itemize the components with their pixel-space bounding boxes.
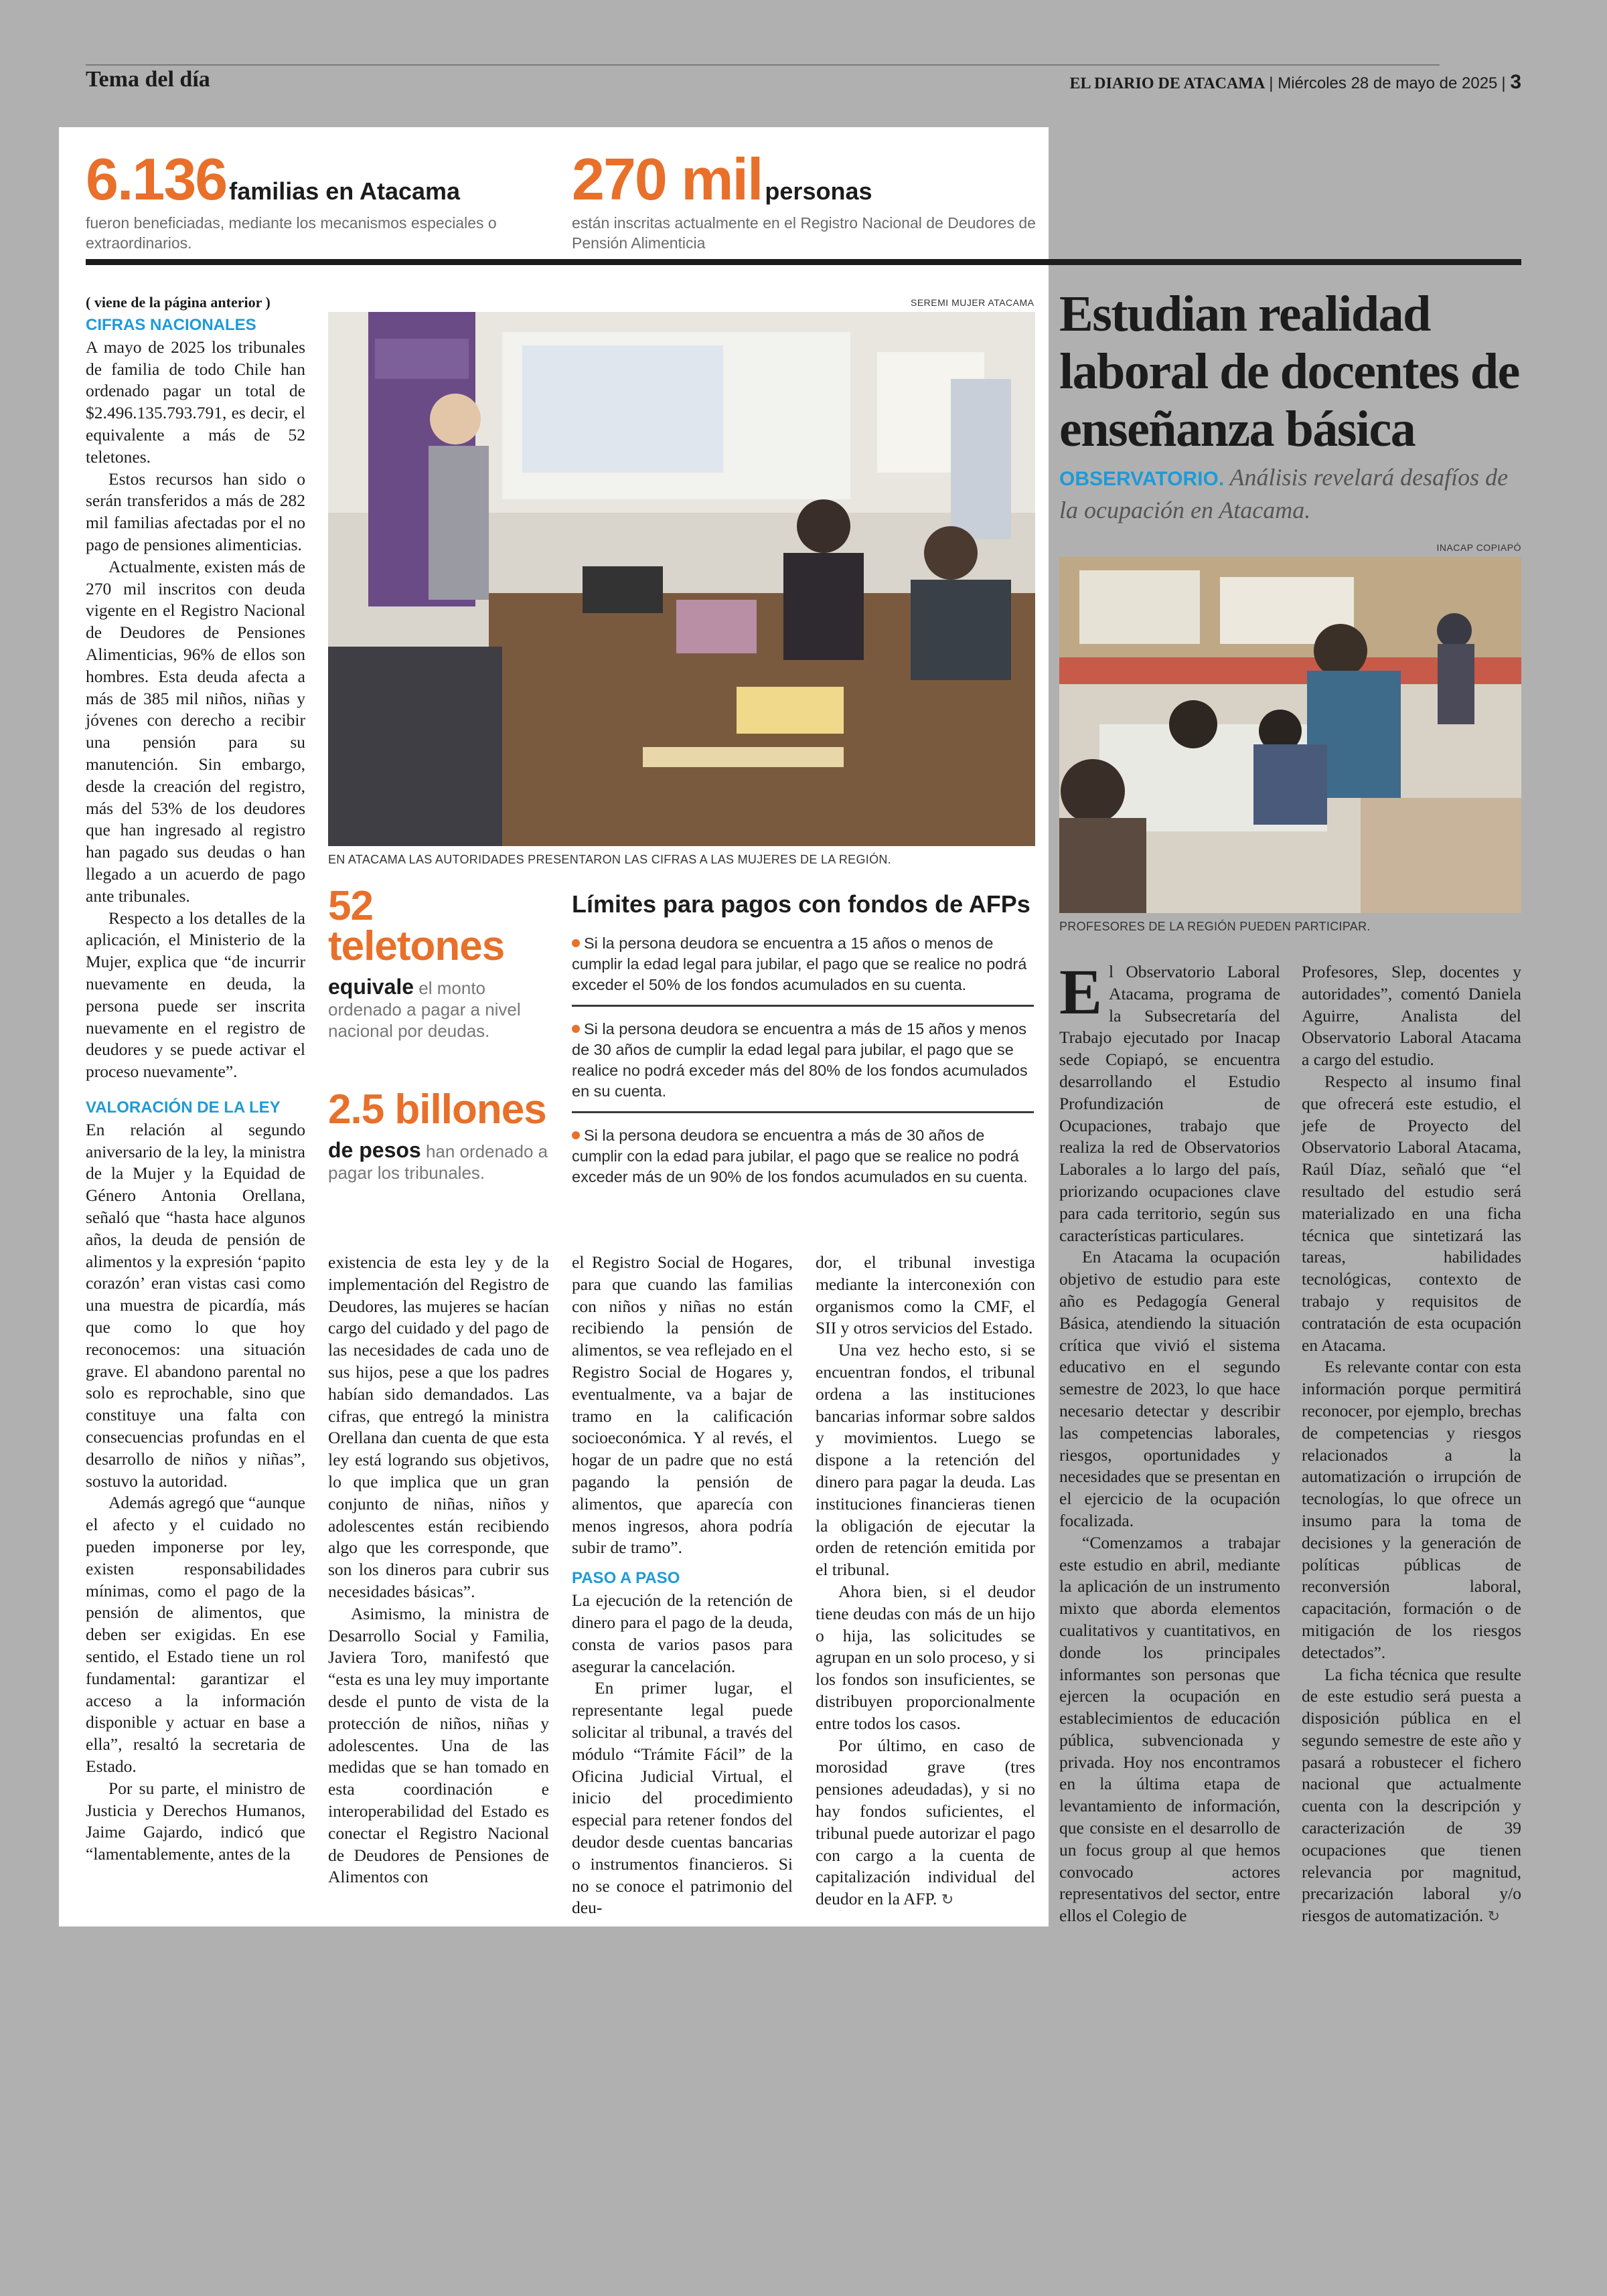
end-mark-icon: ↻ — [1487, 1908, 1501, 1926]
paper-name: EL DIARIO DE ATACAMA — [1069, 75, 1266, 92]
classroom-photo-image — [1059, 557, 1521, 913]
bullet-dot — [572, 1025, 580, 1033]
masthead: EL DIARIO DE ATACAMA | Miércoles 28 de mayo de 2025 | 3 — [1069, 71, 1521, 93]
photo-caption: EN ATACAMA LAS AUTORIDADES PRESENTARON LAS CIFRAS A LAS MUJERES DE LA REGIÓN. — [328, 853, 891, 866]
kicker-step-by-step: PASO A PASO — [572, 1569, 680, 1588]
classroom-photo — [1059, 557, 1521, 913]
paragraph: Asimismo, la ministra de Desarrollo Social y Familia, Javiera Toro, manifestó que “esta es una ley muy importante desde el punto de vista de la protección de niños, niñas y adolescentes. Una de las medidas que se han tomado en esta coordinación e interoperabilidad del Estado es conectar el Registro Nacional de Deudores de Pensiones de Alimentos con — [328, 1603, 549, 1887]
photo-caption: PROFESORES DE LA REGIÓN PUEDEN PARTICIPAR. — [1059, 920, 1371, 933]
info-number: 52 teletones — [328, 883, 505, 969]
afp-limit-item: Si la persona deudora se encuentra a 15 años o menos de cumplir la edad legal para jubilar, el pago que se realice no podrá exceder el 50% de los fondos acumulados en su cuenta. — [572, 934, 1027, 993]
right-deck — [1059, 462, 1528, 525]
kicker-national-figures: CIFRAS NACIONALES — [86, 315, 256, 334]
header-rule — [86, 64, 1440, 66]
info-teletones — [328, 883, 549, 1042]
photo-credit: INACAP COPIAPÓ — [1436, 542, 1521, 553]
paragraph: La ficha técnica que resulte de este estudio será puesta a disposición pública en el segundo semestre de este año y pasará a robustecer el fichero nacional que actualmente cuenta con la descripción y caracterización de 39 ocupaciones que tienen relevancia por magnitud, precarización laboral y/o riesgos de automatización. ↻ — [1302, 1664, 1521, 1926]
paragraph: Estos recursos han sido o serán transferidos a más de 282 mil familias afectadas por el no pago de pensiones alimenticias. — [86, 469, 305, 554]
stat-number: 270 mil — [572, 146, 763, 212]
meeting-photo-image — [328, 312, 1035, 846]
issue-date: Miércoles 28 de mayo de 2025 — [1278, 74, 1498, 92]
paragraph: Respecto al insumo final que ofrecerá este estudio, el jefe de Proyecto del Observatorio Laboral Atacama, Raúl Díaz, señaló que “el resultado del estudio será materializado en una ficha técnica que sintetizará las tareas, habilidades tecnológicas, contexto de trabajo y requisitos de contratación de esta ocupación en Atacama. — [1302, 1071, 1521, 1355]
stat-label: personas — [765, 177, 872, 205]
paragraph: En relación al segundo aniversario de la ley, la ministra de la Mujer y la Equidad de Género Antonia Orellana, señaló que “hasta hace algunos años, la deuda de pensión de alimentos y la expresión ‘papito corazón’ eran vistas casi como una muestra de picardía, más que como lo que hoy reconocemos: una situación grave. El abandono parental no solo es reprochable, sino que constituye una falta con consecuencias profundas en el desarrollo de niños y niñas”, sostuvo la autoridad. — [86, 1119, 305, 1491]
right-headline: Estudian realidad laboral de docentes de enseñanza básica — [1059, 286, 1519, 457]
paragraph: El Observatorio Laboral Atacama, programa de la Subsecretaría del Trabajo ejecutado por Inacap sede Copiapó, se encuentra desarrollando el Estudio Profundización de Ocupaciones, trabajo que realiza la red de Observatorios Laborales a lo largo del país, priorizando ocupaciones clave para cada territorio, según sus características particulares. — [1059, 956, 1280, 1245]
continued-note: ( viene de la página anterior ) — [86, 294, 271, 311]
photo-credit: SEREMI MUJER ATACAMA — [911, 297, 1035, 308]
stat-description: fueron beneficiadas, mediante los mecanismos especiales o extraordinarios. — [86, 214, 497, 252]
right-article-col1 — [1059, 956, 1280, 1927]
afp-limits-box — [572, 890, 1034, 1187]
stat-label: familias en Atacama — [229, 177, 461, 205]
left-article-col3 — [572, 1252, 793, 1919]
end-mark-icon: ↻ — [941, 1892, 954, 1909]
left-article-col4 — [816, 1252, 1035, 1912]
paragraph: En Atacama la ocupación objetivo de estudio para este año es Pedagogía General Básica, atendiendo la situación crítica que vivió el sistema educativo en el segundo semestre de 2023, lo que hace necesario detectar y describir las competencias laborales, riesgos, oportunidades y necesidades que se presentan en el ejercicio de la ocupación focalizada. — [1059, 1247, 1280, 1530]
paragraph: La ejecución de la retención de dinero para el pago de la deuda, consta de varios pasos para asegurar la cancelación. — [572, 1590, 793, 1676]
afp-limit-item: Si la persona deudora se encuentra a más de 15 años y menos de 30 años de cumplir la edad legal para jubilar, el pago que se realice no podrá exceder más del 80% de los fondos acumulados en su cuenta. — [572, 1020, 1028, 1100]
bullet-dot — [572, 939, 580, 947]
paragraph: En primer lugar, el representante legal puede solicitar al tribunal, a través del módulo “Trámite Fácil” de la Oficina Judicial Virtual, el inicio del procedimiento especial para retener fondos del deudor desde cuentas bancarias o instrumentos financieros. Si no se conoce el patrimonio del deu- — [572, 1678, 793, 1918]
left-article-col2 — [328, 1252, 549, 1888]
paragraph: existencia de esta ley y de la implementación del Registro de Deudores, las mujeres se hacían cargo del cuidado y del pago de las necesidades de cada uno de sus hijos, pese a que los padres habían sido demandados. Las cifras, que entregó la ministra Orellana dan cuenta de que esta ley está logrando sus objetivos, lo que implica que un gran conjunto de niñas, niños y adolescentes están recibiendo algo que les corresponde, que son los dineros para cubrir sus necesidades básicas”. — [328, 1252, 549, 1601]
afp-limits-title: Límites para pagos con fondos de AFPs — [572, 890, 1030, 918]
paragraph: el Registro Social de Hogares, para que cuando las familias con niños y niñas no están recibiendo la pensión de alimentos, se vea reflejado en el Registro Social de Hogares y, eventualmente, va a bajar de tramo en la calificación socioeconómica. Y al revés, el hogar de un padre que no está pagando la pensión de alimentos, que aparecía con menos ingresos, ahora podría subir de tramo”. — [572, 1252, 793, 1558]
left-article-col1 — [86, 292, 305, 1866]
bullet-dot — [572, 1131, 580, 1139]
info-label: equivale el monto ordenado a pagar a nivel nacional por deudas. — [328, 975, 521, 1041]
paragraph: Además agregó que “aunque el afecto y el cuidado no pueden imponerse por ley, existen responsabilidades mínimas, como el pago de la pensión de alimentos, que deben ser exigidas. En ese sentido, el Estado tiene un rol fundamental: garantizar el acceso a la información disponible y actuar en base a ella”, resaltó la secretaria de Estado. — [86, 1493, 305, 1776]
section-title: Tema del día — [86, 67, 210, 92]
paragraph: Por su parte, el ministro de Justicia y Derechos Humanos, Jaime Gajardo, indicó que “lamentablemente, antes de la — [86, 1778, 305, 1864]
divider — [572, 1005, 1034, 1007]
info-number: 2.5 billones — [328, 1086, 546, 1133]
paragraph: Por último, en caso de morosidad grave (tres pensiones adeudadas), y si no hay fondos suficientes, el tribunal puede autorizar el pago con cargo a la cuenta de capitalización individual del deudor en la AFP. ↻ — [816, 1735, 1035, 1909]
paragraph: Es relevante contar con esta información porque permitirá reconocer, por ejemplo, brechas de competencias y riesgos relacionados a la automatización o irrupción de tecnologías, lo que ofrece un insumo para la toma de decisiones y la generación de políticas públicas de reconversión laboral, capacitación, formación o de mitigación de los riesgos detectados”. — [1302, 1357, 1521, 1662]
info-label: de pesos han ordenado a pagar los tribunales. — [328, 1138, 548, 1183]
page-number: 3 — [1510, 71, 1521, 93]
paragraph: A mayo de 2025 los tribunales de familia de todo Chile han ordenado pagar un total de $2.496.135.793.791, es decir, el equivalente a más de 52 teletones. — [86, 337, 305, 467]
paragraph: Profesores, Slep, docentes y autoridades”, comentó Daniela Aguirre, Analista del Observatorio Laboral Atacama a cargo del estudio. — [1302, 962, 1521, 1070]
info-billones — [328, 1086, 549, 1183]
meeting-photo — [328, 312, 1035, 846]
paragraph: Una vez hecho esto, si se encuentran fondos, el tribunal ordena a las instituciones bancarias informar sobre saldos y movimientos. Luego se dispone a la retención del dinero para pagar la deuda. Las instituciones financieras tienen la obligación de ejecutar la orden de retención emitida por el tribunal. — [816, 1340, 1035, 1580]
section-divider — [86, 259, 1521, 265]
stat-description: están inscritas actualmente en el Registro Nacional de Deudores de Pensión Alimenticia — [572, 214, 1036, 252]
deck-tag: OBSERVATORIO. — [1059, 468, 1225, 490]
stat-number: 6.136 — [86, 146, 227, 212]
stat-families — [86, 146, 548, 253]
paragraph: Actualmente, existen más de 270 mil inscritos con deuda vigente en el Registro Nacional de Deudores de Pensiones Alimenticias, 96% de ellos son hombres. Esta deuda afecta a más de 385 mil niños, niñas y jóvenes con derecho a recibir una pensión para su manutención. Sin embargo, desde la creación del registro, más del 53% de los deudores que han ingresado al registro han pagado sus deudas o han llegado a un acuerdo de pago ante tribunales. — [86, 556, 305, 906]
deck-text: Análisis revelará desafíos de la ocupación en Atacama. — [1059, 464, 1509, 523]
afp-limit-item: Si la persona deudora se encuentra a más de 30 años de cumplir con la edad para jubilar, el pago que se realice no podrá exceder más de un 90% de los fondos acumulados en su cuenta. — [572, 1127, 1028, 1185]
drop-cap: E — [1059, 956, 1103, 1028]
divider — [572, 1111, 1034, 1113]
right-article-col2 — [1302, 961, 1521, 1929]
kicker-law-assessment: VALORACIÓN DE LA LEY — [86, 1098, 281, 1117]
stat-persons — [572, 146, 1041, 253]
paragraph: Ahora bien, si el deudor tiene deudas con más de un hijo o hija, las solicitudes se agrupan en un solo proceso, y si los fondos son insuficientes, se distribuyen proporcionalmente entre todos los casos. — [816, 1581, 1035, 1733]
paragraph: Respecto a los detalles de la aplicación, el Ministerio de la Mujer, explica que “de incurrir nuevamente en deuda, la persona puede ser inscrita nuevamente en el registro de deudores y se puede activar el proceso nuevamente”. — [86, 908, 305, 1082]
paragraph: “Comenzamos a trabajar este estudio en abril, mediante la aplicación de un instrumento mixto que aborda elementos cualitativos y cuantitativos, en donde los principales informantes son personas que ejercen la ocupación en establecimientos de educación pública, subvencionada y privada. Hoy nos encontramos en la última etapa de levantamiento de información, que consiste en el desarrollo de un focus group al que hemos convocado actores representativos del sector, entre ellos el Colegio de — [1059, 1532, 1280, 1926]
paragraph: dor, el tribunal investiga mediante la interconexión con organismos como la CMF, el SII y otros servicios del Estado. — [816, 1252, 1035, 1338]
